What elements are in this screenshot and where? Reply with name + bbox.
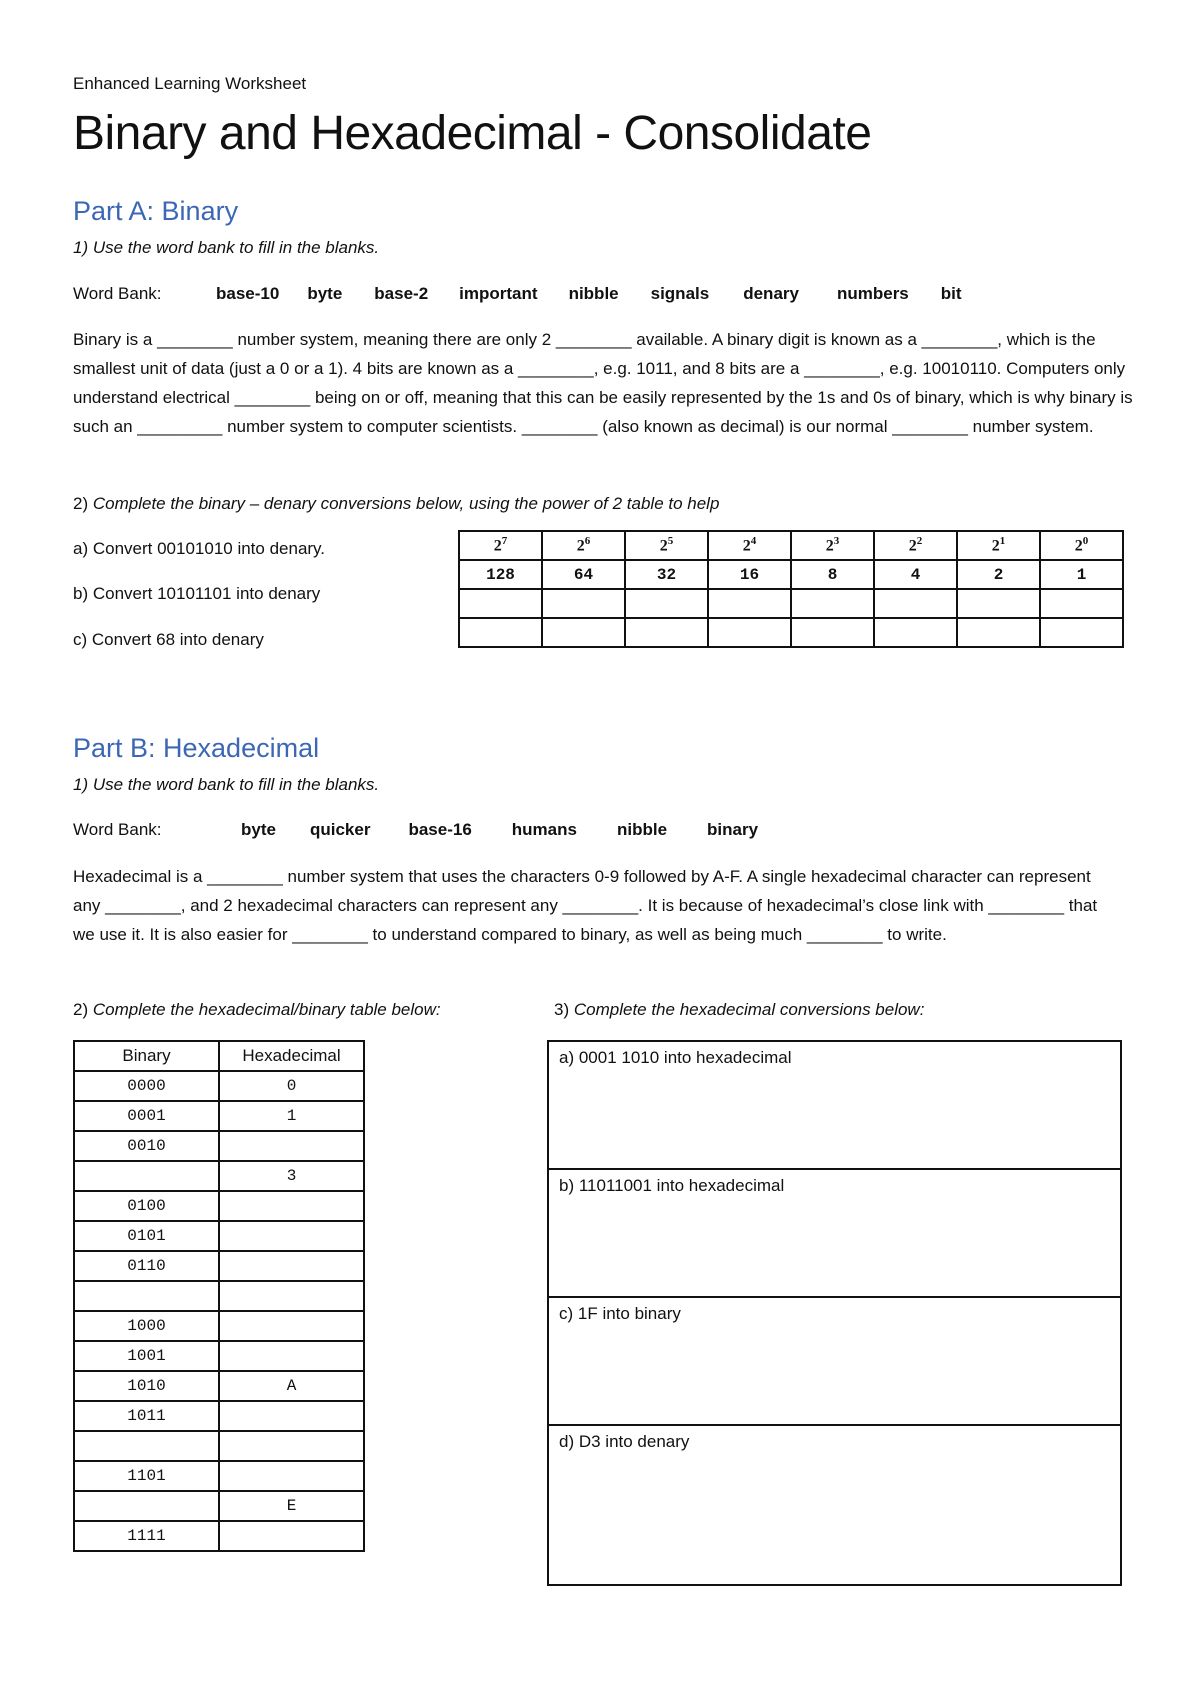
wordbank-word: humans [511,820,577,839]
part-a-paragraph: Binary is a ________ number system, meaning there are only 2 ________ available. A binary digit is known as a ________, which is the smallest unit of data (just a 0 or a 1). 4 bits are known as a ________, e.g. 1011, and 8 bits are a ________, e.g. 10010110. Computers only understand electrical ________ being on or off, meaning that this can be easily represented by the 1s and 0s of binary, which is why binary is such an _________ number system to computer scientists. ________ (also known as decimal) is our normal ________ number system. [73,330,1133,436]
wordbank-word: byte [307,284,343,303]
hex-cell[interactable]: E [219,1491,364,1521]
hex-cell[interactable]: A [219,1371,364,1401]
wordbank-word: byte [241,820,276,839]
table-row [74,1341,364,1371]
power-of-two-table [458,530,1124,648]
wordbank-label: Word Bank: [73,820,162,839]
part-a-heading: Part A: Binary [73,196,239,226]
hex-cell[interactable] [219,1461,364,1491]
answer-row [459,589,1123,618]
binary-cell[interactable]: 1010 [74,1371,219,1401]
wordbank-word: numbers [836,284,909,303]
conversion-box-label: d) D3 into denary [559,1432,690,1451]
binary-cell[interactable]: 0110 [74,1251,219,1281]
answer-cell[interactable] [957,618,1040,647]
answer-cell[interactable] [459,618,542,647]
wordbank-word: nibble [568,284,619,303]
answer-cell[interactable] [708,589,791,618]
column-header: Hexadecimal [219,1041,364,1071]
wordbank-word: quicker [309,820,371,839]
conversion-box-label: b) 11011001 into hexadecimal [559,1176,785,1195]
power-cell: $2^1$ [957,531,1040,560]
value-cell: 64 [542,560,625,589]
wordbank-word: bit [940,284,962,303]
answer-row [459,618,1123,647]
binary-cell[interactable]: 1101 [74,1461,219,1491]
power-cell: $2^4$ [708,531,791,560]
part-b-q1-text: 1) Use the word bank to fill in the blanks. [73,775,380,794]
power-cell: $2^5$ [625,531,708,560]
part-b-q3 [554,1000,924,1020]
table-row [74,1461,364,1491]
part-b-paragraph: Hexadecimal is a ________ number system that uses the characters 0-9 followed by A-F. A single hexadecimal character can represent any ________, and 2 hexadecimal characters can represent any ________. It is because of hexadecimal’s close link with ________ that we use it. It is also easier for ________ to understand compared to binary, as well as being much ________ to write. [73,867,1098,944]
hex-binary-table [73,1040,365,1552]
conversion-question: c) Convert 68 into denary [73,630,264,649]
binary-cell[interactable]: 0001 [74,1101,219,1131]
answer-cell[interactable] [791,618,874,647]
worksheet-kicker: Enhanced Learning Worksheet [73,74,307,93]
answer-cell[interactable] [708,618,791,647]
power-cell: $2^7$ [459,531,542,560]
conversion-box-label: c) 1F into binary [559,1304,681,1323]
wordbank-label: Word Bank: [73,284,162,303]
answer-cell[interactable] [625,589,708,618]
part-b-wordbank [73,820,758,840]
answer-cell[interactable] [542,589,625,618]
conversion-box[interactable] [547,1424,1122,1586]
conversion-box-label: a) 0001 1010 into hexadecimal [559,1048,792,1067]
binary-cell[interactable]: 0100 [74,1191,219,1221]
table-row [74,1311,364,1341]
binary-cell[interactable] [74,1491,219,1521]
hex-cell[interactable] [219,1431,364,1461]
hex-cell[interactable] [219,1131,364,1161]
wordbank-word: denary [743,284,799,303]
hex-cell[interactable] [219,1311,364,1341]
value-row [459,560,1123,589]
wordbank-word: base-10 [216,284,280,303]
answer-cell[interactable] [791,589,874,618]
part-b-q2 [73,1000,441,1020]
conversion-box[interactable] [547,1296,1122,1426]
hex-cell[interactable]: 1 [219,1101,364,1131]
conversion-question: b) Convert 10101101 into denary [73,584,321,603]
answer-cell[interactable] [957,589,1040,618]
hex-cell[interactable] [219,1221,364,1251]
value-cell: 32 [625,560,708,589]
part-a-q1 [73,238,379,258]
answer-cell[interactable] [625,618,708,647]
wordbank-word: signals [650,284,710,303]
binary-cell[interactable]: 0010 [74,1131,219,1161]
q2-number: 2) [73,494,89,513]
q2-text: Complete the binary – denary conversions below, using the power of 2 table to help [92,494,720,513]
table-row [74,1161,364,1191]
table-row [74,1191,364,1221]
table-row [74,1521,364,1551]
binary-cell[interactable]: 1001 [74,1341,219,1371]
value-cell: 128 [459,560,542,589]
hex-cell[interactable] [219,1281,364,1311]
hex-cell[interactable] [219,1521,364,1551]
wordbank-word: important [459,284,538,303]
answer-cell[interactable] [459,589,542,618]
conversion-box[interactable] [547,1040,1122,1170]
power-cell: $2^3$ [791,531,874,560]
table-row [74,1071,364,1101]
table-row [74,1491,364,1521]
hex-cell[interactable]: 3 [219,1161,364,1191]
table-row [74,1431,364,1461]
answer-cell[interactable] [542,618,625,647]
answer-cell[interactable] [1040,618,1123,647]
table-row [74,1221,364,1251]
wordbank-word: nibble [616,820,668,839]
answer-cell[interactable] [874,589,957,618]
binary-cell[interactable]: 1000 [74,1311,219,1341]
hex-cell[interactable] [219,1401,364,1431]
binary-cell[interactable] [74,1431,219,1461]
q2-number: 2) [73,1000,89,1019]
conversion-question: a) Convert 00101010 into denary. [73,539,326,558]
table-row [74,1281,364,1311]
binary-cell[interactable]: 0101 [74,1221,219,1251]
conversion-box[interactable] [547,1168,1122,1298]
page-title: Binary and Hexadecimal - Consolidate [73,107,872,160]
value-cell: 2 [957,560,1040,589]
hex-cell[interactable] [219,1191,364,1221]
q3-text: Complete the hexadecimal conversions below: [573,1000,925,1019]
wordbank-word: binary [707,820,759,839]
table-row [74,1101,364,1131]
wordbank-word: base-2 [374,284,429,303]
table-row [74,1401,364,1431]
binary-cell[interactable]: 0000 [74,1071,219,1101]
table-row [74,1251,364,1281]
table-row [74,1371,364,1401]
power-cell: $2^0$ [1040,531,1123,560]
binary-cell[interactable]: 1111 [74,1521,219,1551]
wordbank-word: base-16 [408,820,472,839]
table-header-row [74,1041,364,1071]
answer-cell[interactable] [1040,589,1123,618]
power-cell: $2^2$ [874,531,957,560]
binary-cell[interactable]: 1011 [74,1401,219,1431]
answer-cell[interactable] [874,618,957,647]
value-cell: 4 [874,560,957,589]
part-a-q2 [73,494,719,514]
hex-cell[interactable] [219,1341,364,1371]
power-cell: $2^6$ [542,531,625,560]
hex-cell[interactable]: 0 [219,1071,364,1101]
part-a-q1-text: 1) Use the word bank to fill in the blanks. [73,238,380,257]
power-row [459,531,1123,560]
table-row [74,1131,364,1161]
q3-number: 3) [554,1000,570,1019]
part-a-wordbank [73,284,962,304]
binary-cell[interactable] [74,1281,219,1311]
column-header: Binary [74,1041,219,1071]
value-cell: 1 [1040,560,1123,589]
q2-text: Complete the hexadecimal/binary table below: [92,1000,441,1019]
binary-cell[interactable] [74,1161,219,1191]
hex-cell[interactable] [219,1251,364,1281]
value-cell: 8 [791,560,874,589]
part-b-q1 [73,775,379,795]
part-b-heading: Part B: Hexadecimal [73,733,320,763]
value-cell: 16 [708,560,791,589]
